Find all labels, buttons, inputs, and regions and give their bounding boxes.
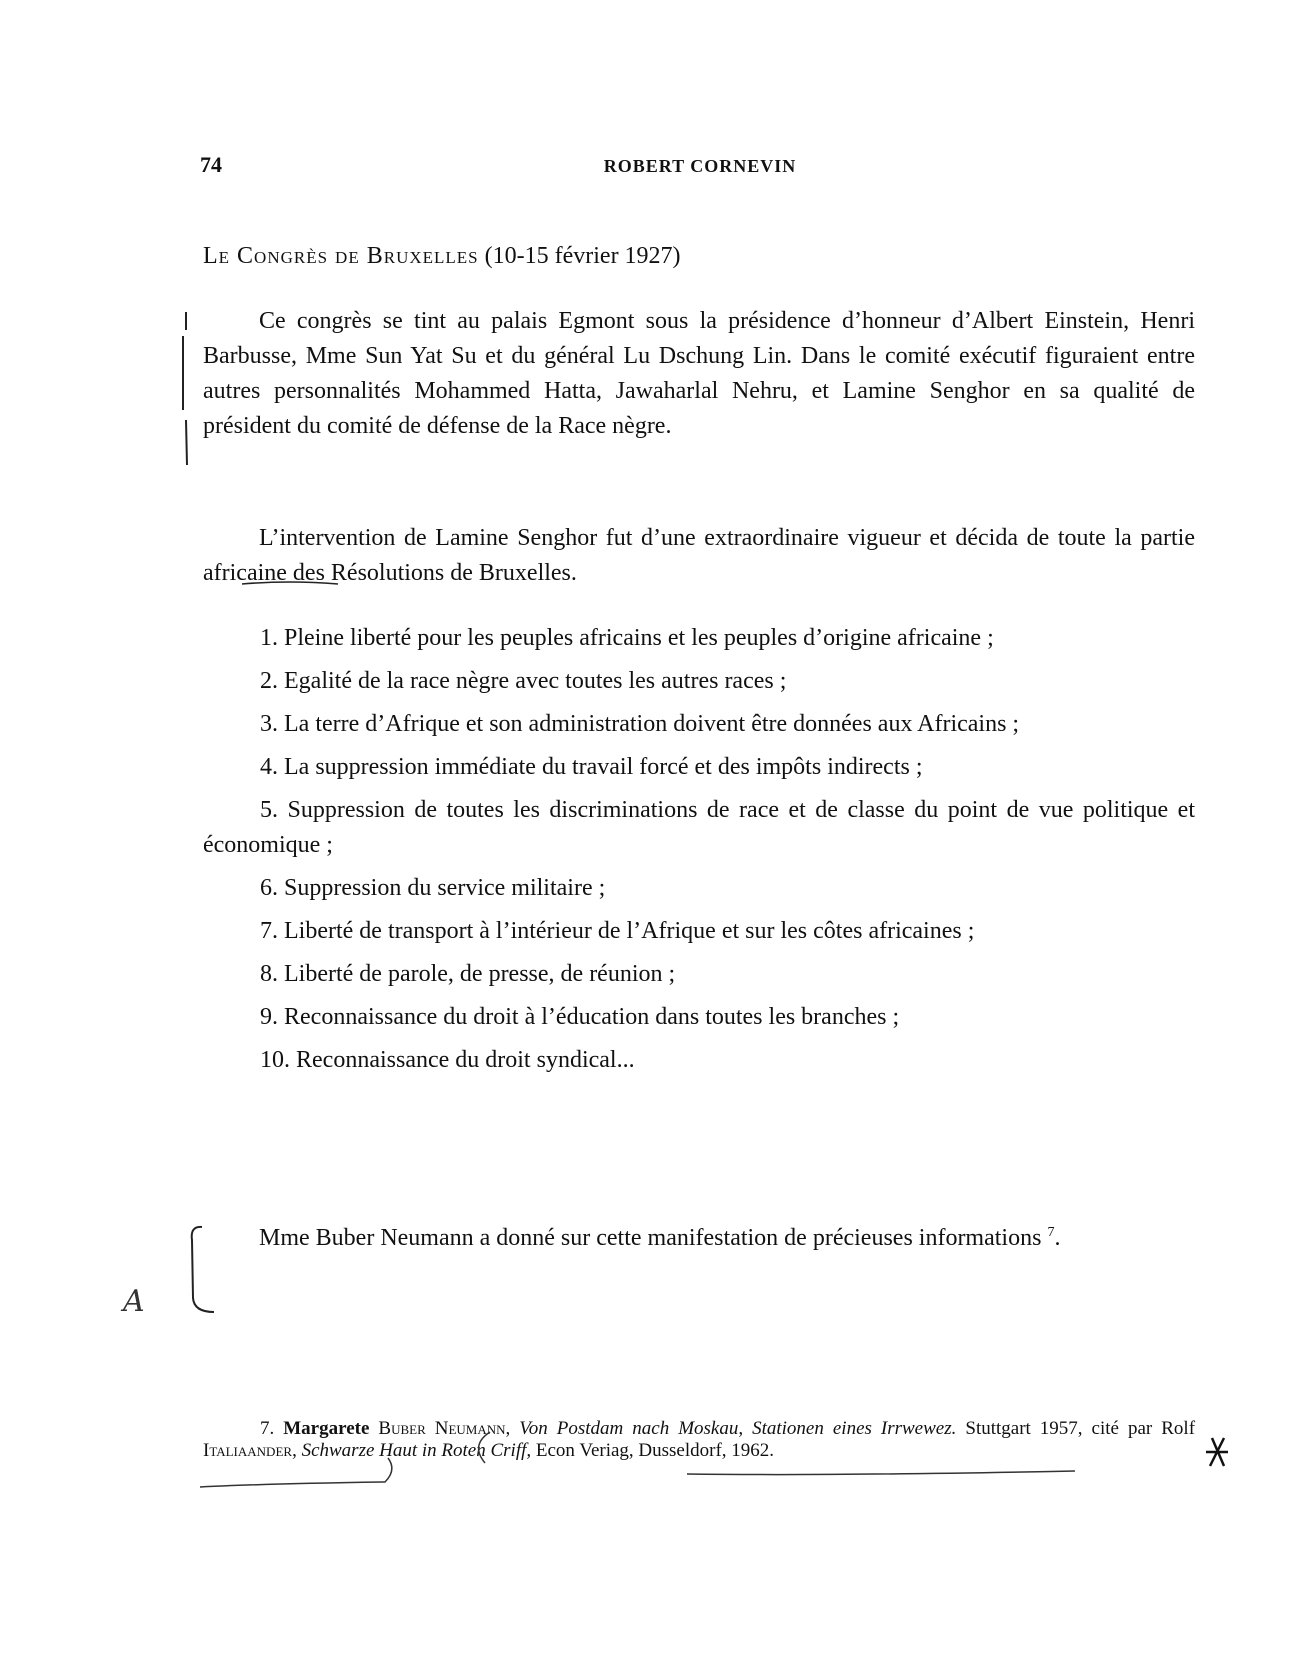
paragraph-end: . bbox=[1054, 1225, 1061, 1251]
footnote-title-2: Schwarze Haut in Roten Criff, bbox=[301, 1440, 532, 1461]
page-header bbox=[200, 152, 1200, 182]
footnote-author2-first: Rolf bbox=[1161, 1418, 1196, 1439]
star-mark bbox=[1206, 1438, 1228, 1466]
footnote-bracket-mark bbox=[200, 1458, 392, 1487]
footnote-place-year: Stuttgart 1957, cité par bbox=[965, 1418, 1153, 1439]
list-item: 7. Liberté de transport à l’intérieur de l’Afrique et sur les côtes africaines ; bbox=[260, 918, 975, 944]
footnote-title-1: Von Postdam nach Moskau, Stationen eines Irrwewez. bbox=[519, 1418, 957, 1439]
list-item: 4. La suppression immédiate du travail forcé et des impôts indirects ; bbox=[260, 754, 923, 780]
running-head: ROBERT CORNEVIN bbox=[603, 156, 797, 176]
footnote-author-first: Margarete bbox=[283, 1418, 370, 1439]
list-item: 9. Reconnaissance du droit à l’éducation dans toutes les branches ; bbox=[260, 1004, 900, 1030]
list-item: 2. Egalité de la race nègre avec toutes les autres races ; bbox=[260, 668, 787, 694]
list-item: 6. Suppression du service militaire ; bbox=[260, 875, 606, 901]
paragraph-buber-neumann bbox=[203, 1221, 1195, 1256]
footnote-reference[interactable]: 7 bbox=[1047, 1225, 1055, 1240]
margin-line-mark bbox=[183, 312, 187, 465]
footnote-publisher: Econ Veriag, Dusseldorf, 1962. bbox=[535, 1440, 775, 1461]
list-item: 3. La terre d’Afrique et son administration doivent être données aux Africains ; bbox=[260, 711, 1020, 737]
page-number: 74 bbox=[200, 152, 222, 177]
footnote-underline-mark bbox=[687, 1471, 1075, 1475]
paragraph-intervention: L’intervention de Lamine Senghor fut d’une extraordinaire vigueur et décida de toute la partie africaine des Résolutions de Bruxelles. bbox=[203, 525, 1195, 586]
list-item: 10. Reconnaissance du droit syndical... bbox=[260, 1047, 635, 1073]
list-item: 1. Pleine liberté pour les peuples africains et les peuples d’origine africaine ; bbox=[260, 625, 994, 651]
footnote-author2-last: Italiaander bbox=[203, 1440, 293, 1461]
resolutions-list bbox=[203, 621, 1195, 1086]
footnote-author-last: Buber Neumann bbox=[378, 1418, 506, 1439]
margin-letter-mark: A bbox=[123, 1284, 145, 1319]
section-title bbox=[203, 243, 681, 270]
footnote-number: 7. bbox=[260, 1418, 275, 1439]
list-item: 8. Liberté de parole, de presse, de réunion ; bbox=[260, 961, 676, 987]
paragraph-buber-neumann-text: Mme Buber Neumann a donné sur cette manifestation de précieuses informations bbox=[259, 1225, 1048, 1251]
list-item: 5. Suppression de toutes les discriminations de race et de classe du point de vue politique et économique ; bbox=[203, 797, 1195, 858]
section-title-dates: (10-15 février 1927) bbox=[478, 243, 681, 269]
footnote-text: 7. Margarete Buber Neumann, Von Postdam nach Moskau, Stationen eines Irrwewez. Stuttgart 1957, cité par Rolf Italiaander, Schwarze Haut in Roten Criff, Econ Veriag, Dusseldorf, 1962. bbox=[203, 1418, 1196, 1461]
paragraph-congress: Ce congrès se tint au palais Egmont sous la présidence d’honneur d’Albert Einstein, Henri Barbusse, Mme Sun Yat Su et du général Lu Dschung Lin. Dans le comité exécutif figuraient entre autres personnalités Mohammed Hatta, Jawaharlal Nehru, et Lamine Senghor en sa qualité de président du comité de défense de la Race nègre. bbox=[203, 308, 1195, 439]
section-title-main: Le Congrès de Bruxelles bbox=[203, 243, 479, 269]
footnote bbox=[203, 1418, 1195, 1462]
